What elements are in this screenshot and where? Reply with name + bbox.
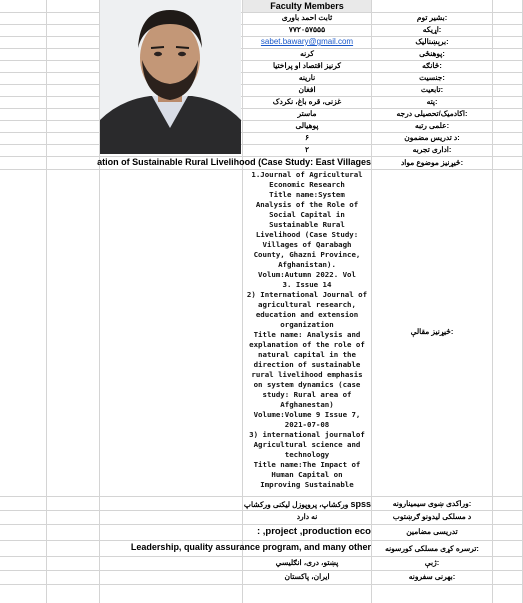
admin-exp-label: اداری تجربه: xyxy=(412,145,452,154)
faculty-value: کرنه xyxy=(300,49,314,58)
countries-label: بهرنی سفرونه: xyxy=(408,572,456,581)
evaluation-label: د مسلکی لیدونو ګرښتوب xyxy=(392,512,472,521)
degree-label: اکادمیک/تحصیلی درجه: xyxy=(396,109,468,118)
profile-photo xyxy=(100,0,241,154)
workshops-label: ورکشاپ، پروپوزل لیکنی ورکشاپ xyxy=(243,500,349,509)
countries-value: ایران، پاکستان xyxy=(284,572,330,581)
teaching-subjects-value: : ,project ,production eco xyxy=(256,526,371,537)
name-label: بشیر توم: xyxy=(416,13,448,22)
workshops-spss: spss xyxy=(350,499,371,509)
portrait-image xyxy=(100,0,241,154)
email-value[interactable] xyxy=(243,36,371,48)
rank-label: علمی رتبه: xyxy=(414,121,450,130)
gender-value: نارینه xyxy=(298,73,316,82)
nationality-value: افغان xyxy=(298,85,316,94)
thesis-label: څیړنیز موضوع مواد: xyxy=(400,158,464,167)
sheet-header: Faculty Members xyxy=(243,0,371,12)
teaching-years-value: ۶ xyxy=(304,133,310,142)
research-articles-text: 1.Journal of Agricultural Economic Research Title name:System Analysis of the Role of Social Capital in Sustainable Rural Livelihood (Case Study: Villages of Qarabagh County, Ghazni Province, Afghanistan). Volum:Autumn 2022. Vol 3. Issue 14 2) International Journal of agricultural research, education and extension organization Title name: Analysis and explanation of the role of natural capital in the direction of sustainable rural livelihood emphasis on system dynamics (case study: Rural area of Afghanestan) Volume:Volume 9 Issue 7, 2021-07-08 3) international journalof Agricultural science and technology Title name:The Impact of Human Capital on Improving Sustainable xyxy=(246,170,368,489)
address-value: غزنی، قره باغ، نکردک xyxy=(272,97,342,106)
rank-value: پوهیالی xyxy=(295,121,319,130)
department-label: څانګه: xyxy=(422,61,442,70)
evaluation-value: نه دارد xyxy=(296,512,318,521)
courses-label: ترسره کړی مسلکی کورسونه: xyxy=(385,544,479,553)
name-value: ثابت احمد باوری xyxy=(281,13,333,22)
nationality-label: تابعیت: xyxy=(420,85,444,94)
teaching-subjects-label: تدریسی مضامین xyxy=(406,527,458,536)
gender-label: جنسیت: xyxy=(419,73,445,82)
degree-value: ماستر xyxy=(297,109,317,118)
phone-value: ۷۷۲۰۵۷۵۵۵ xyxy=(288,25,326,34)
workshops-title: وراکدی ښوی سیمینارونه: xyxy=(392,499,472,508)
languages-value: پښتو، دری، انګلیسي xyxy=(275,558,339,567)
research-label: څیړنیز مقالې: xyxy=(410,327,454,336)
department-value: کرنیز اقتصاد او پراختیا xyxy=(273,61,341,70)
teaching-years-label: د تدریس مضمون: xyxy=(404,133,460,142)
address-label: پته: xyxy=(426,97,438,106)
email-link[interactable]: sabet.bawary@gmail.com xyxy=(260,37,354,46)
email-label: برېښنالیک: xyxy=(415,37,449,46)
languages-label: ژبې: xyxy=(424,558,440,567)
phone-label: اړیکه: xyxy=(422,25,442,34)
admin-exp-value: ۲ xyxy=(304,145,310,154)
courses-value: Leadership, quality assurance program, and many other xyxy=(130,542,371,552)
workshops-value xyxy=(243,498,371,511)
thesis-value: ation of Sustainable Rural Livelihood (Case Study: East Villages xyxy=(97,157,371,167)
faculty-label: پوهنځی: xyxy=(419,49,445,58)
